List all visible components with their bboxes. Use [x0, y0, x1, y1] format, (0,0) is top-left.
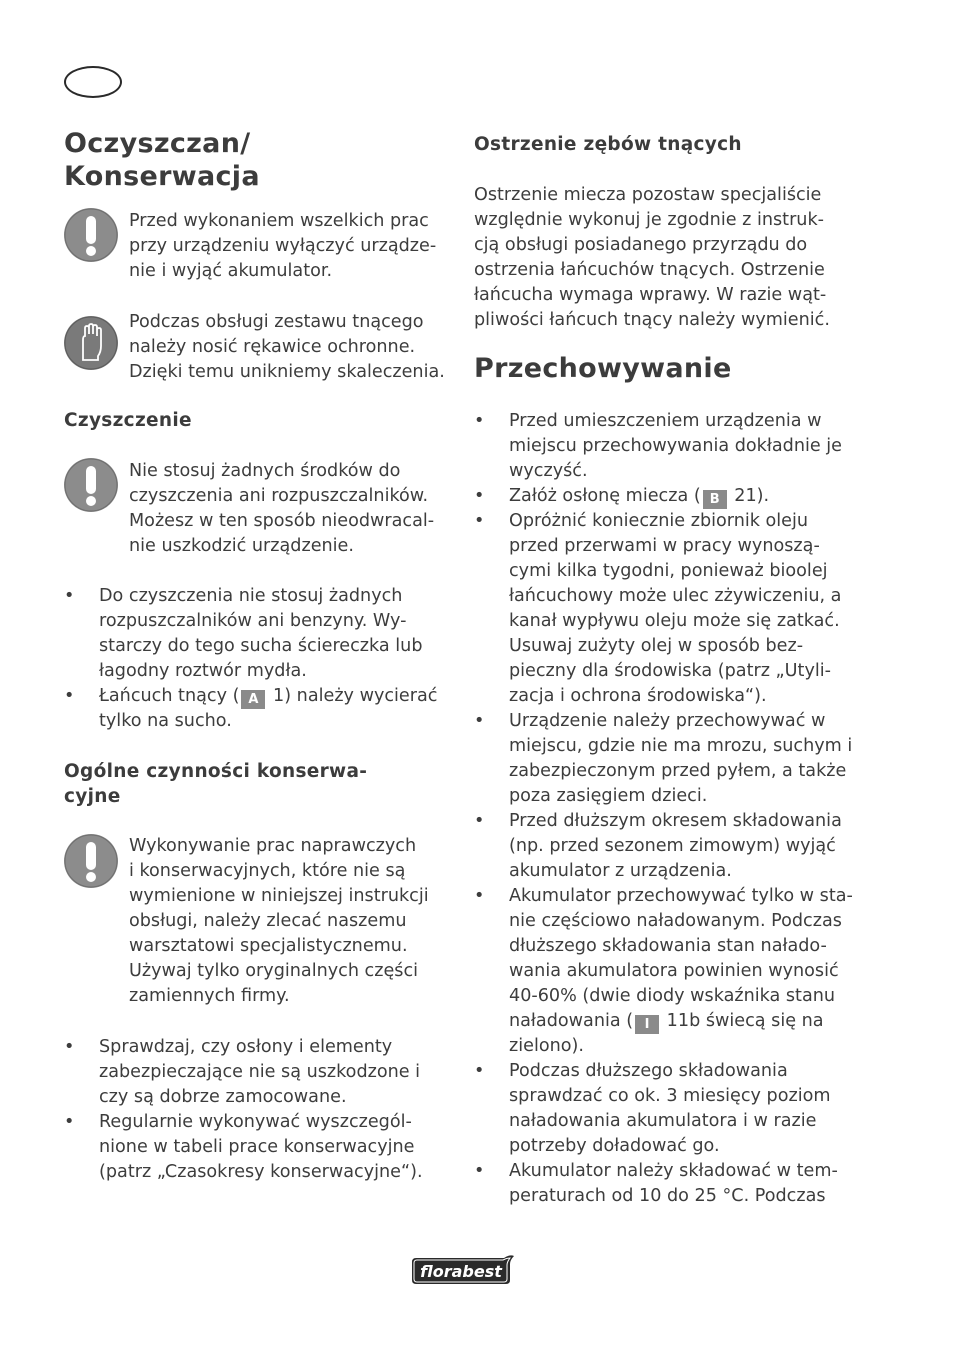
sharpening-text: Ostrzenie miecza pozostaw specjaliście względnie wykonuj je zgodnie z instruk- cją obsługi posiadanego przyrządu do ostrzenia łańcuchów tnących. Ostrzenie łańcucha wymaga wprawy. W razie wąt- pliwości łańcuch tnący należy wymienić. — [474, 185, 830, 330]
figure-ref-badge: I — [635, 1015, 659, 1034]
figure-ref-badge: A — [241, 690, 265, 709]
cleaning-list — [64, 584, 449, 734]
maintenance-heading: Ogólne czynności konserwa- cyjne — [64, 761, 368, 807]
warning-note-solvents: Nie stosuj żadnych środków do czyszczenia ani rozpuszczalników. Możesz w ten sposób nieodwracal- nie uszkodzić urządzenie. — [129, 461, 435, 556]
list-item: • Urządzenie należy przechowywać w miejscu, gdzie nie ma mrozu, suchym i zabezpieczonym przed pyłem, a także poza zasięgiem dzieci. — [474, 711, 853, 806]
list-item: • Podczas dłuższego składowania sprawdzać co ok. 3 miesięcy poziom naładowania akumulatora i w razie potrzeby doładować go. — [474, 1061, 831, 1156]
gloves-icon — [64, 316, 118, 370]
list-item: • Załóż osłonę miecza ( B 21). — [474, 486, 770, 507]
gloves-note: Podczas obsługi zestawu tnącego należy nosić rękawice ochronne. Dzięki temu unikniemy skaleczenia. — [129, 312, 445, 382]
language-badge — [64, 66, 122, 98]
list-item: • Sprawdzaj, czy osłony i elementy zabezpieczające nie są uszkodzone i czy są dobrze zamocowane. — [64, 1037, 421, 1107]
list-item: • Do czyszczenia nie stosuj żadnych rozpuszczalników ani benzyny. Wy- starczy do tego sucha ściereczka lub łagodny roztwór mydła. — [64, 586, 423, 681]
storage-heading: Przechowywanie — [474, 353, 732, 384]
list-item: • Łańcuch tnący ( A 1) należy wycierać tylko na sucho. — [64, 686, 438, 731]
list-item: • Regularnie wykonywać wyszczegól- nione w tabeli prace konserwacyjne (patrz „Czasokresy konserwacyjne“). — [64, 1112, 423, 1182]
brand-text: florabest — [420, 1262, 502, 1281]
section-title: Oczyszczan/ Konserwacja — [64, 128, 260, 192]
warning-icon — [64, 834, 118, 888]
maintenance-list — [64, 1035, 449, 1185]
warning-icon — [64, 458, 118, 512]
list-item: • Akumulator należy składować w tem- peraturach od 10 do 25 °C. Podczas — [474, 1161, 838, 1206]
sharpening-heading: Ostrzenie zębów tnących — [474, 134, 742, 155]
warning-icon — [64, 208, 118, 262]
storage-list — [474, 409, 864, 1209]
florabest-logo — [406, 1252, 518, 1288]
figure-ref-badge: B — [703, 490, 727, 509]
list-item: • Opróżnić koniecznie zbiornik oleju przed przerwami w pracy wynoszą- cymi kilka tygodni, ponieważ bioolej łańcuchowy może ulec zżywiczeniu, a kanał wypływu oleju może się zatkać. Usuwaj zużyty olej w sposób bez- pieczny dla środowiska (patrz „Utyli- zacja i ochrona środowiska“). — [474, 511, 842, 706]
list-item: • Akumulator przechowywać tylko w sta- nie częściowo naładowanym. Podczas dłuższego składowania stan nałado- wania akumulatora powinien wynosić 40-60% (dwie diody wskaźnika stanu naładowania ( I 11b świecą się na zielono). — [474, 886, 853, 1056]
list-item: • Przed umieszczeniem urządzenia w miejscu przechowywania dokładnie je wyczyść. — [474, 411, 842, 481]
warning-note-disconnect: Przed wykonaniem wszelkich prac przy urządzeniu wyłączyć urządze- nie i wyjąć akumulator. — [129, 211, 437, 281]
list-item: • Przed dłuższym okresem składowania (np. przed sezonem zimowym) wyjąć akumulator z urządzenia. — [474, 811, 842, 881]
cleaning-heading: Czyszczenie — [64, 410, 192, 431]
warning-note-repairs: Wykonywanie prac naprawczych i konserwacyjnych, które nie są wymienione w niniejszej instrukcji obsługi, należy zlecać naszemu warsztatowi specjalistycznemu. Używaj tylko oryginalnych części zamiennych firmy. — [129, 836, 429, 1006]
